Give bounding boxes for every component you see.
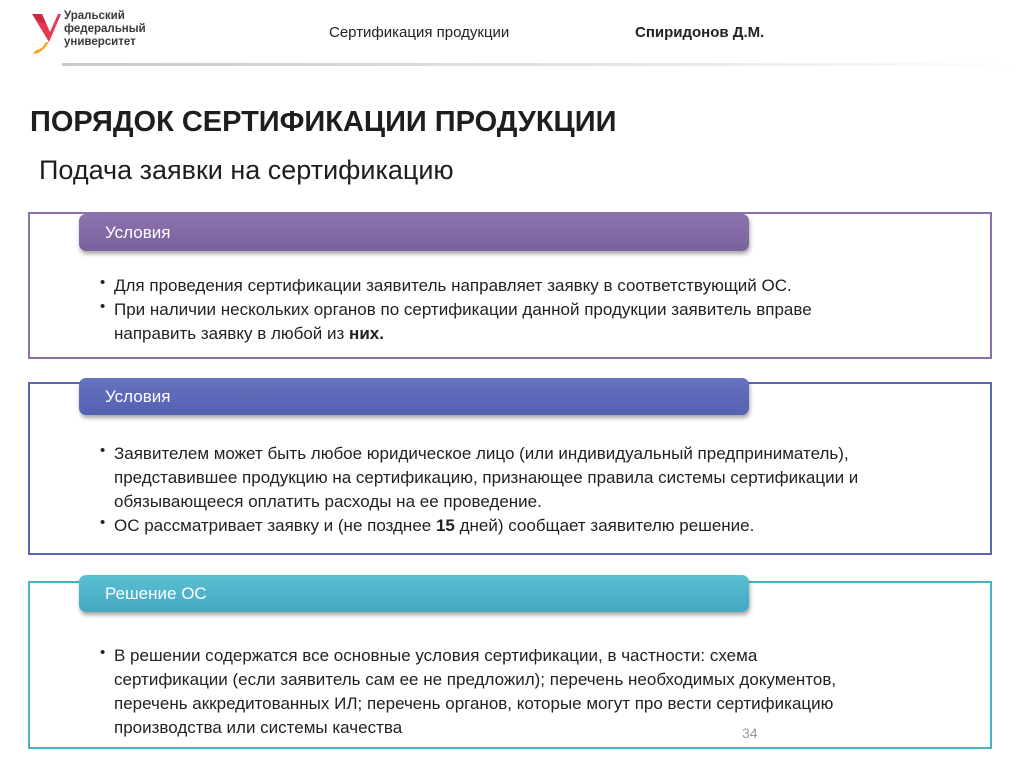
bullet-item: • При наличии нескольких органов по сертификации данной продукции заявитель вправе направить заявку в любой из них.	[100, 298, 890, 346]
conditions-heading-1: Условия	[79, 214, 749, 251]
bullet-item: • ОС рассматривает заявку и (не позднее 15 дней) сообщает заявителю решение.	[100, 514, 920, 538]
conditions-list-2	[100, 442, 920, 538]
bullet-item: • Заявителем может быть любое юридическое лицо (или индивидуальный предприниматель), представившее продукцию на сертификацию, признающее правила системы сертификации и обязывающееся оплатить расходы на ее проведение.	[100, 442, 920, 514]
university-logo	[30, 10, 170, 56]
page-number: 34	[742, 725, 758, 741]
header-subject: Сертификация продукции	[329, 24, 510, 41]
logo-line-2: федеральный	[64, 23, 146, 35]
header-divider	[62, 63, 1024, 66]
bullet-item: • Для проведения сертификации заявитель направляет заявку в соответствующий ОС.	[100, 274, 890, 298]
conditions-list-1	[100, 274, 890, 346]
urfu-logo-icon	[30, 10, 62, 56]
header-author: Спиридонов Д.М.	[635, 24, 765, 41]
logo-line-3: университет	[64, 36, 136, 48]
logo-line-1: Уральский	[64, 10, 125, 22]
slide-title: ПОРЯДОК СЕРТИФИКАЦИИ ПРОДУКЦИИ	[30, 106, 617, 138]
conditions-heading-2: Условия	[79, 378, 749, 415]
logo-text	[64, 10, 146, 49]
slide-subtitle: Подача заявки на сертификацию	[39, 155, 454, 185]
decision-heading: Решение ОС	[79, 575, 749, 612]
bullet-item: • В решении содержатся все основные условия сертификации, в частности: схема сертификации (если заявитель сам ее не предложил); перечень необходимых документов, перечень аккредитованных ИЛ; перечень органов, которые могут про вести сертификацию производства или системы качества	[100, 644, 870, 740]
